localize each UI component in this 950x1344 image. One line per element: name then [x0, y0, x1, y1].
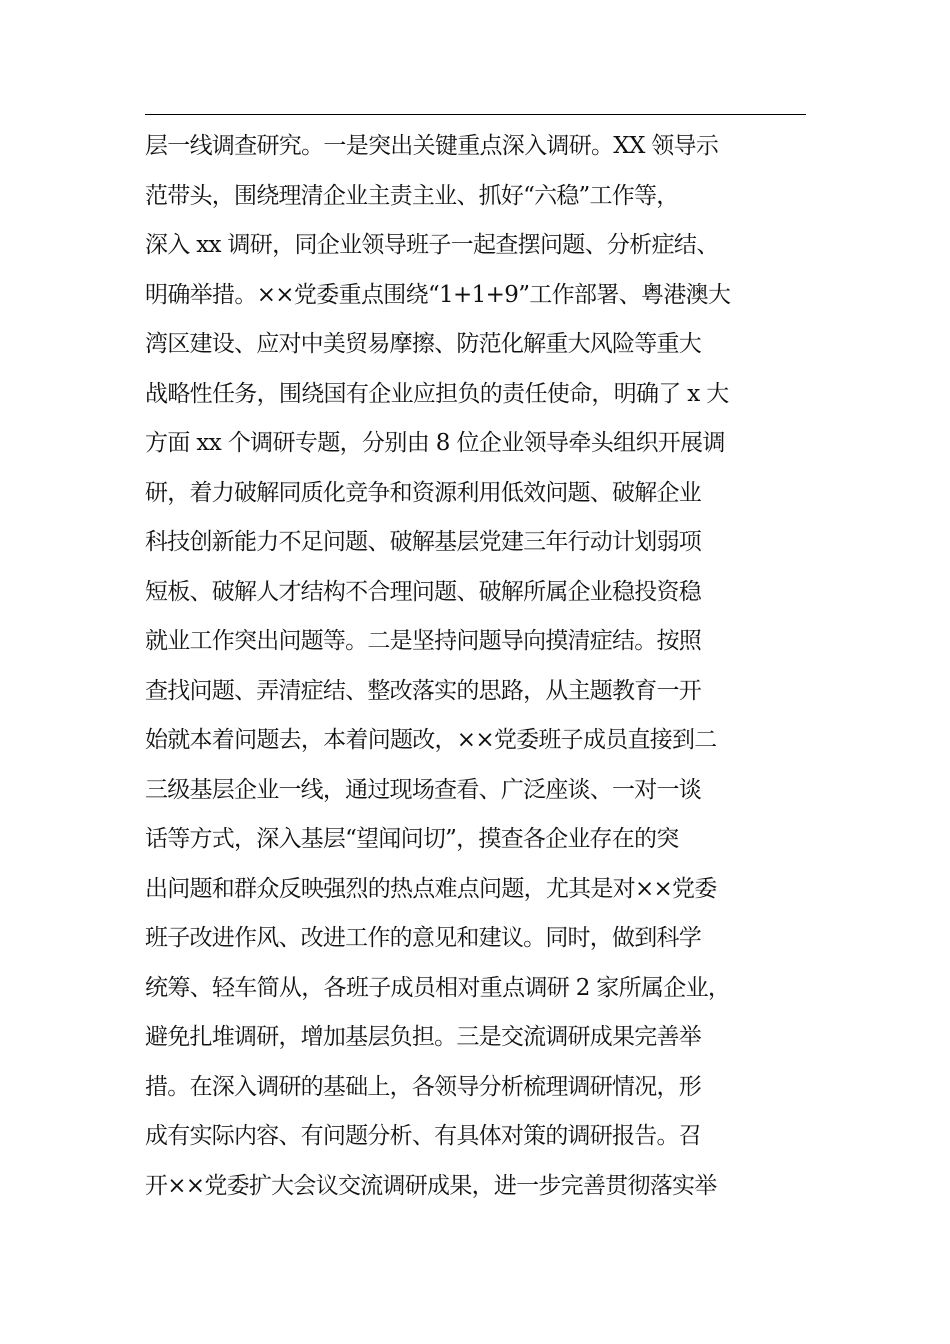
body-line: 深入 xx 调研，同企业领导班子一起查摆问题、分析症结、 [145, 232, 719, 258]
body-line: 三级基层企业一线，通过现场查看、广泛座谈、一对一谈 [145, 776, 702, 803]
body-line: 湾区建设、应对中美贸易摩擦、防范化解重大风险等重大 [145, 331, 702, 357]
body-line: 始就本着问题去，本着问题改，××党委班子成员直接到二 [145, 727, 717, 753]
header-rule [145, 114, 806, 115]
body-line: 层一线调查研究。一是突出关键重点深入调研。XX 领导示 [145, 133, 719, 159]
body-line: 避免扎堆调研，增加基层负担。三是交流调研成果完善举 [145, 1024, 702, 1050]
body-line: 措。在深入调研的基础上，各领导分析梳理调研情况，形 [145, 1073, 702, 1100]
body-line: 范带头，围绕理清企业主责主业、抓好“六稳”工作等， [145, 182, 679, 209]
body-line: 开××党委扩大会议交流调研成果，进一步完善贯彻落实举 [145, 1172, 717, 1199]
body-line: 就业工作突出问题等。二是坚持问题导向摸清症结。按照 [145, 628, 702, 654]
body-line: 班子改进作风、改进工作的意见和建议。同时，做到科学 [145, 925, 702, 951]
body-line: 科技创新能力不足问题、破解基层党建三年行动计划弱项 [145, 529, 702, 555]
body-line: 话等方式，深入基层“望闻问切”，摸查各企业存在的突 [145, 826, 679, 852]
body-line: 研，着力破解同质化竞争和资源利用低效问题、破解企业 [145, 479, 702, 506]
body-line: 短板、破解人才结构不合理问题、破解所属企业稳投资稳 [145, 578, 702, 605]
body-line: 出问题和群众反映强烈的热点难点问题，尤其是对××党委 [145, 875, 717, 902]
body-line: 方面 xx 个调研专题，分别由 8 位企业领导牵头组织开展调 [145, 430, 725, 456]
body-line: 查找问题、弄清症结、整改落实的思路，从主题教育一开 [145, 677, 702, 704]
body-text [145, 122, 825, 1211]
body-line: 明确举措。××党委重点围绕“1+1+9”工作部署、粤港澳大 [145, 281, 731, 308]
body-line: 统筹、轻车简从，各班子成员相对重点调研 2 家所属企业， [145, 974, 731, 1001]
body-line: 成有实际内容、有问题分析、有具体对策的调研报告。召 [145, 1123, 702, 1149]
body-line: 战略性任务，围绕国有企业应担负的责任使命，明确了 x 大 [145, 380, 729, 407]
